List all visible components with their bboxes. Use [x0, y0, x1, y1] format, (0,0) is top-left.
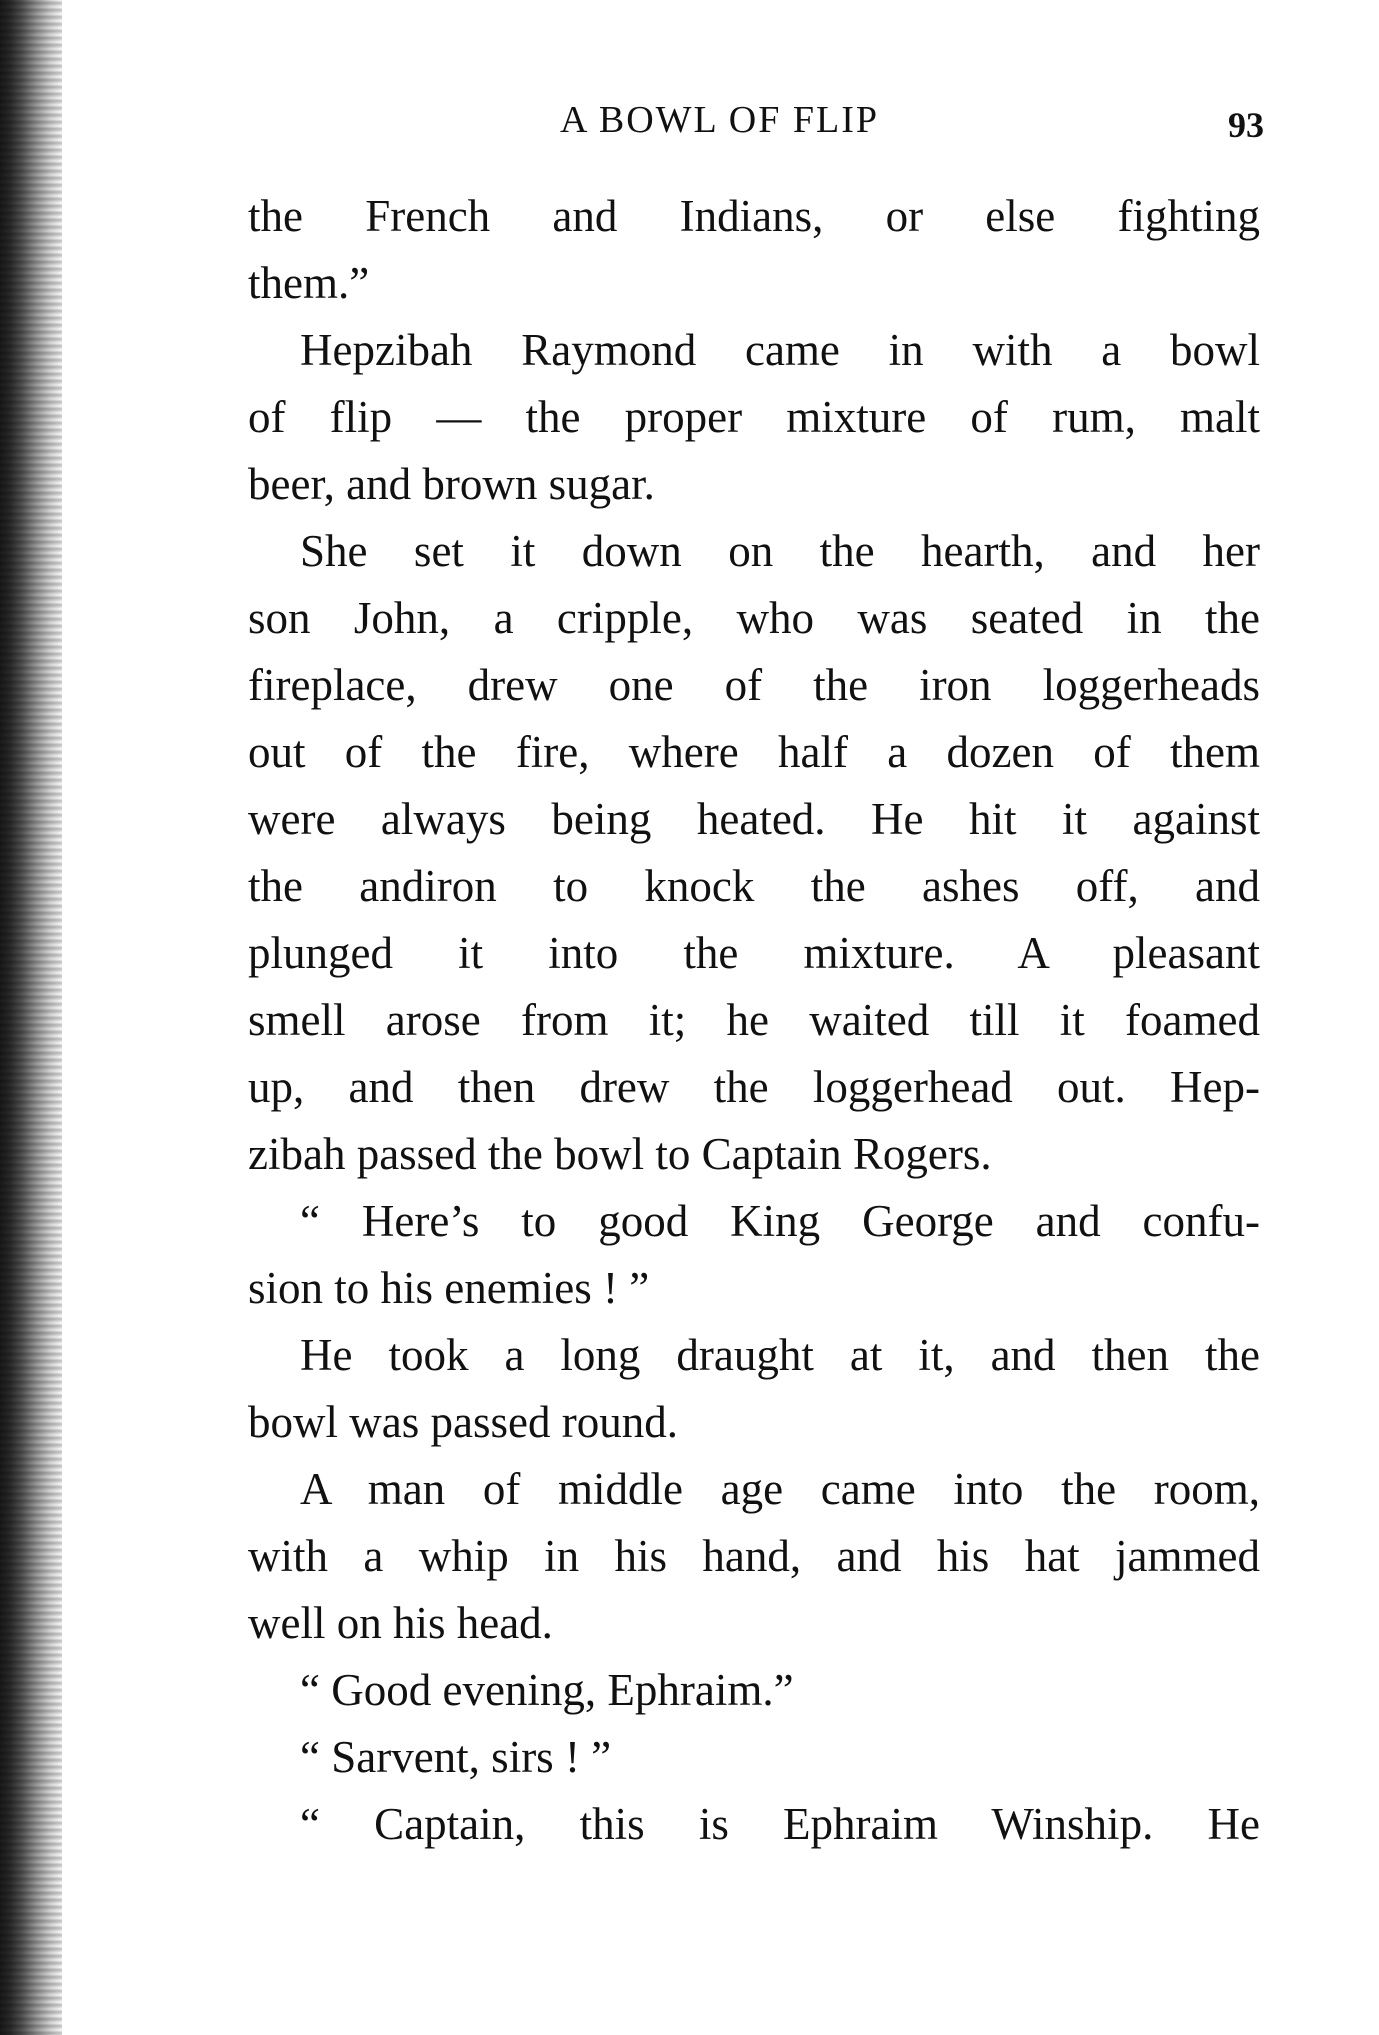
text-line: beer, and brown sugar. — [248, 459, 655, 509]
running-head-title: A BOWL OF FLIP — [560, 99, 880, 141]
text-line: the andiron to knock the ashes off, and — [248, 861, 1260, 911]
text-line: A man of middle age came into the room, — [300, 1464, 1260, 1514]
text-line: “ Here’s to good King George and confu- — [300, 1196, 1260, 1246]
text-line: out of the fire, where half a dozen of them — [248, 727, 1260, 777]
text-line: “ Good evening, Ephraim.” — [300, 1665, 794, 1715]
text-line: “ Sarvent, sirs ! ” — [300, 1732, 612, 1782]
text-line: plunged it into the mixture. A pleasant — [248, 928, 1260, 978]
text-line: the French and Indians, or else fighting — [248, 191, 1260, 241]
page-number: 93 — [1228, 105, 1264, 145]
text-line: She set it down on the hearth, and her — [300, 526, 1260, 576]
running-head — [250, 98, 1270, 148]
text-line: of flip — the proper mixture of rum, malt — [248, 392, 1260, 442]
body-text — [248, 183, 1260, 1858]
text-line: sion to his enemies ! ” — [248, 1263, 650, 1313]
text-line: bowl was passed round. — [248, 1397, 678, 1447]
text-line: them.” — [248, 258, 370, 308]
text-line: zibah passed the bowl to Captain Rogers. — [248, 1129, 992, 1179]
text-line: smell arose from it; he waited till it foamed — [248, 995, 1260, 1045]
text-line: He took a long draught at it, and then the — [300, 1330, 1260, 1380]
text-line: were always being heated. He hit it against — [248, 794, 1260, 844]
text-line: son John, a cripple, who was seated in the — [248, 593, 1260, 643]
text-line: up, and then drew the loggerhead out. Hep- — [248, 1062, 1260, 1112]
text-line: “ Captain, this is Ephraim Winship. He — [300, 1799, 1260, 1849]
text-line: with a whip in his hand, and his hat jammed — [248, 1531, 1260, 1581]
text-line: Hepzibah Raymond came in with a bowl — [300, 325, 1260, 375]
text-line: fireplace, drew one of the iron loggerheads — [248, 660, 1260, 710]
text-line: well on his head. — [248, 1598, 553, 1648]
